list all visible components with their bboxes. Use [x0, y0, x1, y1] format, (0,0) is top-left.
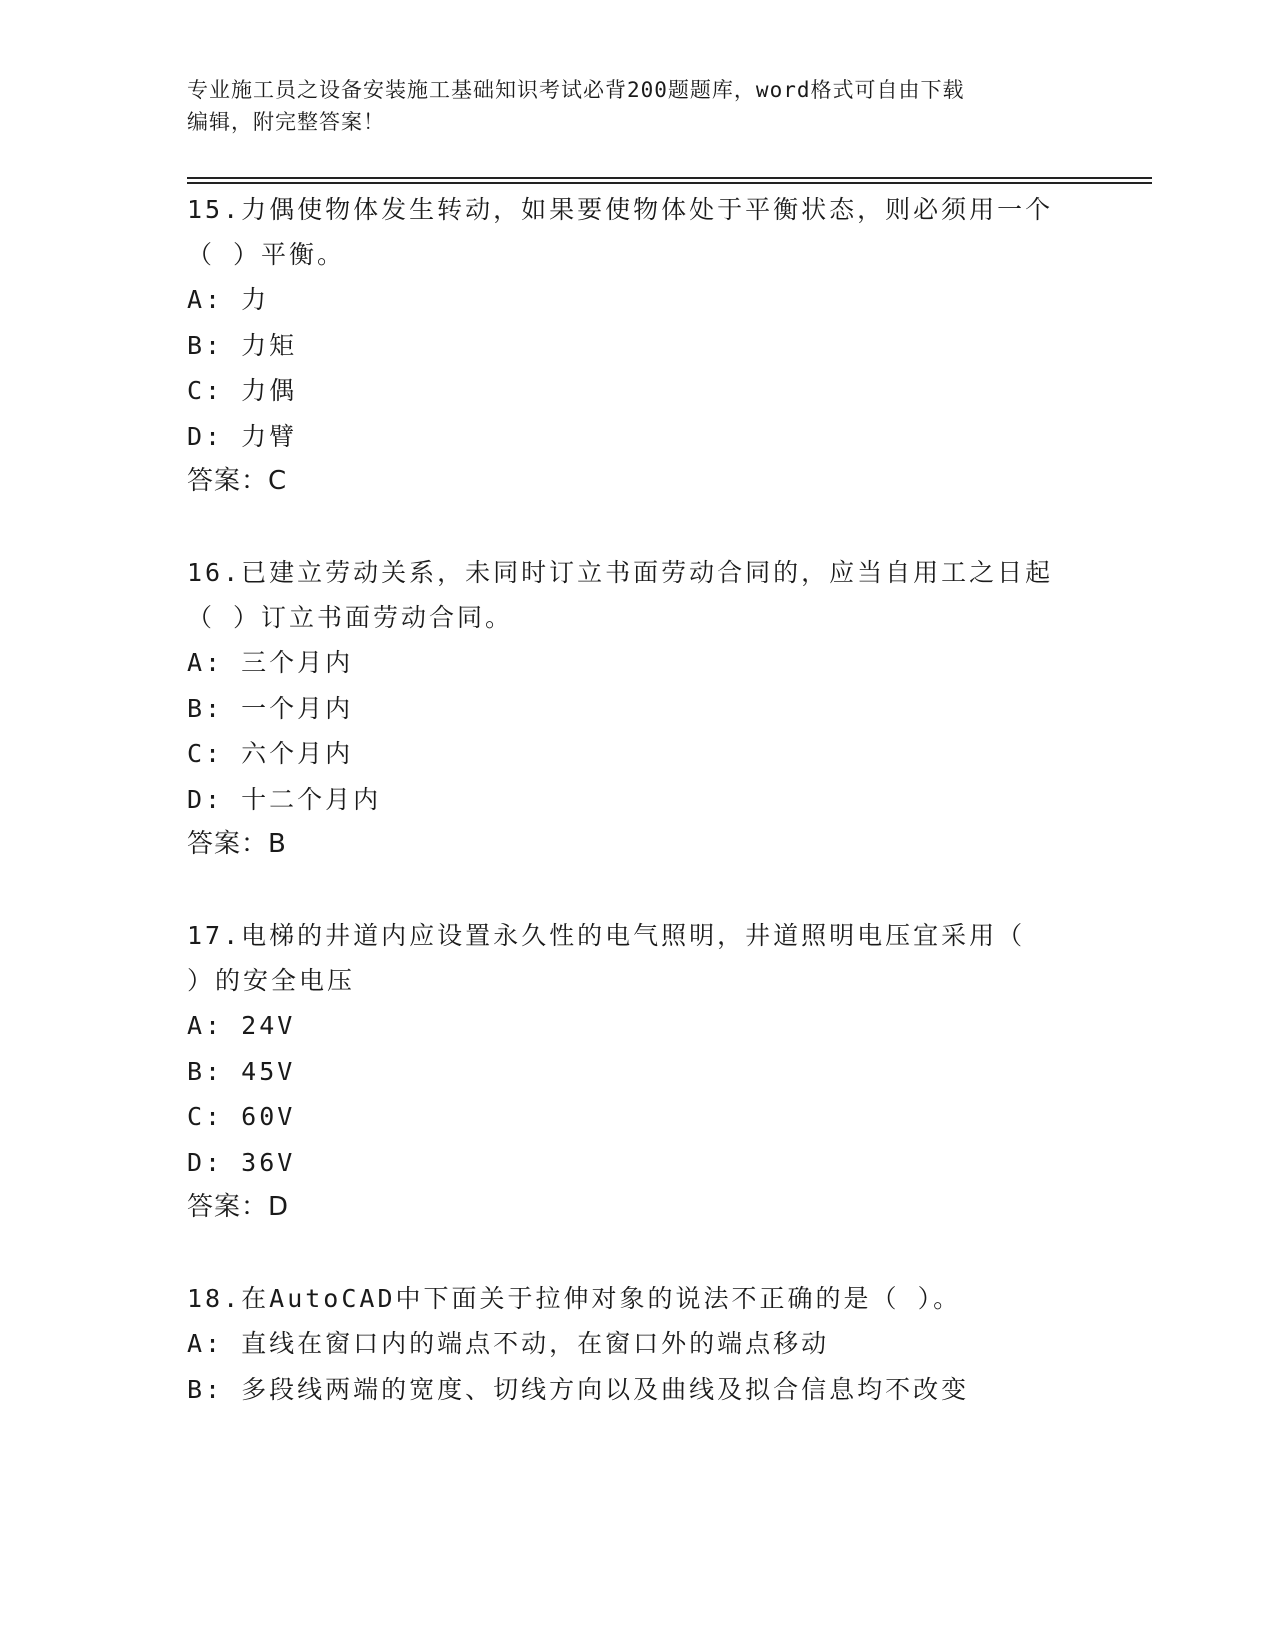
question-stem-line1: 16.已建立劳动关系，未同时订立书面劳动合同的，应当自用工之日起: [187, 558, 1054, 587]
option-b: B: 一个月内: [187, 693, 354, 723]
question-17: [187, 913, 1087, 1230]
question-stem-line1: 18.在AutoCAD中下面关于拉伸对象的说法不正确的是（ ）。: [187, 1284, 962, 1313]
option-c: C: 力偶: [187, 376, 298, 405]
document-header: [187, 74, 1067, 138]
question-stem-line1: 17.电梯的井道内应设置永久性的电气照明，井道照明电压宜采用（: [187, 921, 1026, 950]
option-c: C: 60V: [187, 1102, 296, 1131]
option-c: C: 六个月内: [187, 739, 354, 768]
header-title-line2: 编辑，附完整答案！: [187, 110, 385, 134]
question-16: [187, 550, 1087, 867]
question-15: [187, 187, 1087, 504]
question-stem-line2: （ ）订立书面劳动合同。: [187, 603, 514, 632]
option-b: B: 45V: [187, 1056, 296, 1086]
header-title-line1: 专业施工员之设备安装施工基础知识考试必背200题题库，word格式可自由下载: [187, 78, 965, 102]
question-stem-line2: （ ）平衡。: [187, 240, 346, 269]
option-a: A: 直线在窗口内的端点不动，在窗口外的端点移动: [187, 1329, 830, 1358]
answer-line: 答案：C: [187, 466, 288, 496]
question-stem-line2: ）的安全电压: [187, 966, 356, 995]
question-stem-line1: 15.力偶使物体发生转动，如果要使物体处于平衡状态，则必须用一个: [187, 195, 1054, 224]
option-d: D: 36V: [187, 1147, 296, 1177]
answer-line: 答案：B: [187, 829, 287, 859]
option-a: A: 力: [187, 285, 270, 314]
option-d: D: 十二个月内: [187, 784, 382, 814]
header-divider-bottom: [187, 182, 1152, 184]
question-18: [187, 1276, 1087, 1412]
option-a: A: 24V: [187, 1011, 296, 1040]
header-divider-top: [187, 177, 1152, 179]
option-b: B: 力矩: [187, 330, 298, 360]
option-b: B: 多段线两端的宽度、切线方向以及曲线及拟合信息均不改变: [187, 1374, 970, 1404]
answer-line: 答案：D: [187, 1192, 290, 1222]
option-a: A: 三个月内: [187, 648, 354, 677]
option-d: D: 力臂: [187, 421, 298, 451]
